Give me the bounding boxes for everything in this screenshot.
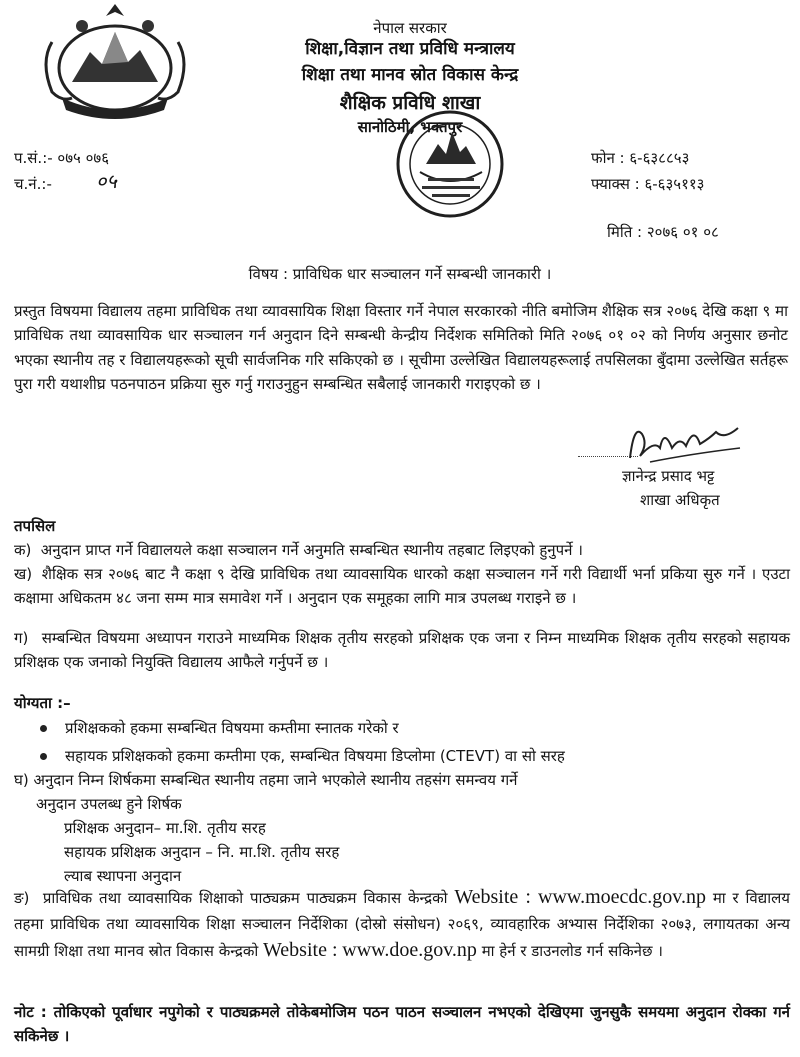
office-stamp-icon: [392, 106, 508, 222]
subject-line: विषय : प्राविधिक धार सञ्चालन गर्ने सम्बन्धी जानकारी ।: [248, 265, 552, 283]
gha-subitem: सहायक प्रशिक्षक अनुदान – नि. मा.शि. तृतीय सरह: [64, 843, 340, 861]
bullet-text: प्रशिक्षकको हकमा सम्बन्धित विषयमा कम्तीमा स्नातक गरेको र: [65, 719, 399, 737]
signatory-title: शाखा अधिकृत: [640, 491, 720, 509]
signature-dotted-line: [578, 456, 638, 457]
item-label: घ): [14, 771, 29, 789]
header-address: सानोठिमी, भक्तपुर: [357, 118, 463, 136]
tapsil-item: [14, 626, 790, 675]
signatory-name: ज्ञानेन्द्र प्रसाद भट्ट: [622, 467, 715, 485]
dispatch-number-label: च.नं.:-: [14, 175, 52, 193]
body-paragraph: प्रस्तुत विषयमा विद्यालय तहमा प्राविधिक तथा व्यावसायिक शिक्षा विस्तार गर्ने नेपाल सरकारको नीति बमोजिम शैक्षिक सत्र २०७६ देखि कक्षा ९ मा प्राविधिक तथा व्यावसायिक धार सञ्चालन गर्न अनुदान दिने सम्बन्धी केन्द्रीय निर्देशक समितिको मिति २०७६ ०१ ०२ को निर्णय अनुसार छनोट भएका स्थानीय तह र विद्यालयहरूको सूची सार्वजनिक गरि सकिएको छ । सूचीमा उल्लेखित विद्यालयहरूलाई तपसिलका बुँदामा उल्लेखित सर्तहरू पुरा गरी यथाशीघ्र पठनपाठन प्रक्रिया सुरु गर्नु गराउनुहुन सम्बन्धित सबैलाई जानकारी गराइएको छ ।: [14, 302, 788, 394]
item-text: शैक्षिक सत्र २०७६ बाट नै कक्षा ९ देखि प्राविधिक तथा व्यावसायिक धारको कक्षा सञ्चालन गर्ने गरी विद्यार्थी भर्ना प्रकिया सुरु गर्ने । एउटा कक्षामा अधिकतम ४८ जना सम्म मात्र समावेश गर्ने । अनुदान एक समूहका लागि मात्र उपलब्ध गराइने छ ।: [14, 565, 790, 608]
item-text: मा र विद्यालय तहमा प्राविधिक तथा व्यावसायिक शिक्षा सञ्चालन निर्देशिका (दोस्रो संसोधन) २०६९, व्यावहारिक अभ्यास निर्देशिका २०७३, लगायतका अन्य सामग्री शिक्षा तथा मानव स्रोत विकास केन्द्रको: [14, 889, 790, 960]
item-text: अनुदान प्राप्त गर्ने विद्यालयले कक्षा सञ्चालन गर्ने अनुमति सम्बन्धित स्थानीय तहबाट लिइएको हुनुपर्ने ।: [40, 541, 583, 559]
tapsil-title: तपसिल: [14, 517, 56, 535]
header-government: नेपाल सरकार: [373, 19, 447, 37]
website-link[interactable]: Website : www.moecdc.gov.np: [454, 886, 706, 908]
tapsil-item: [14, 562, 790, 611]
qualification-title: योग्यता :–: [14, 694, 71, 712]
fax-number: फ्याक्स : ६-६३५११३: [591, 175, 705, 193]
nepal-emblem-icon: [32, 2, 198, 120]
phone-number: फोन : ६-६३८८५३: [591, 149, 690, 167]
bullet-text: सहायक प्रशिक्षकको हकमा कम्तीमा एक, सम्बन्धित विषयमा डिप्लोमा (CTEVT) वा सो सरह: [65, 747, 565, 765]
note-text: नोट : तोकिएको पूर्वाधार नपुगेको र पाठ्यक्रमले तोकेबमोजिम पठन पाठन सञ्चालन नभएको देखिएमा जुनसुकै समयमा अनुदान रोक्का गर्न सकिनेछ ।: [14, 1003, 790, 1046]
item-label: ङ): [14, 889, 30, 907]
tapsil-item: [14, 538, 790, 562]
header-centre: शिक्षा तथा मानव स्रोत विकास केन्द्र: [301, 65, 519, 85]
item-text: प्राविधिक तथा व्यावसायिक शिक्षाको पाठ्यक्रम पाठ्यक्रम विकास केन्द्रको: [42, 889, 448, 907]
dispatch-number-handwritten: ०५: [96, 169, 117, 193]
qualification-bullet: [40, 718, 399, 738]
nga-item: [14, 884, 790, 964]
gha-subitem: प्रशिक्षक अनुदान– मा.शि. तृतीय सरह: [64, 819, 266, 837]
bullet-icon: [40, 725, 47, 732]
item-label: ग): [14, 629, 29, 647]
gha-subitem: ल्याब स्थापना अनुदान: [64, 867, 182, 885]
header-ministry: शिक्षा,विज्ञान तथा प्रविधि मन्त्रालय: [305, 39, 515, 59]
item-label: क): [14, 541, 32, 559]
website-label: Website :: [263, 939, 338, 961]
item-label: ख): [14, 565, 33, 583]
item-text: सम्बन्धित विषयमा अध्यापन गराउने माध्यमिक शिक्षक तृतीय सरहको प्रशिक्षक एक जना र निम्न माध्यमिक शिक्षक तृतीय सरहको सहायक प्रशिक्षक एक जनाको नियुक्ति विद्यालय आफैले गर्नुपर्ने छ ।: [14, 629, 790, 672]
reference-number: प.सं.:- ०७५ ०७६: [14, 149, 109, 167]
website-link[interactable]: www.doe.gov.np: [342, 939, 477, 961]
header-section: शैक्षिक प्रविधि शाखा: [339, 92, 481, 114]
letter-date: मिति : २०७६ ०१ ०८: [607, 223, 719, 241]
signature-icon: [620, 418, 750, 468]
item-text: मा हेर्न र डाउनलोड गर्न सकिनेछ ।: [481, 942, 663, 960]
gha-line: [14, 770, 518, 790]
item-text: अनुदान निम्न शिर्षकमा सम्बन्धित स्थानीय तहमा जाने भएकोले स्थानीय तहसंग समन्वय गर्ने: [33, 771, 518, 789]
qualification-bullet: [40, 746, 565, 766]
gha-subtitle: अनुदान उपलब्ध हुने शिर्षक: [36, 795, 182, 813]
bullet-icon: [40, 753, 47, 760]
